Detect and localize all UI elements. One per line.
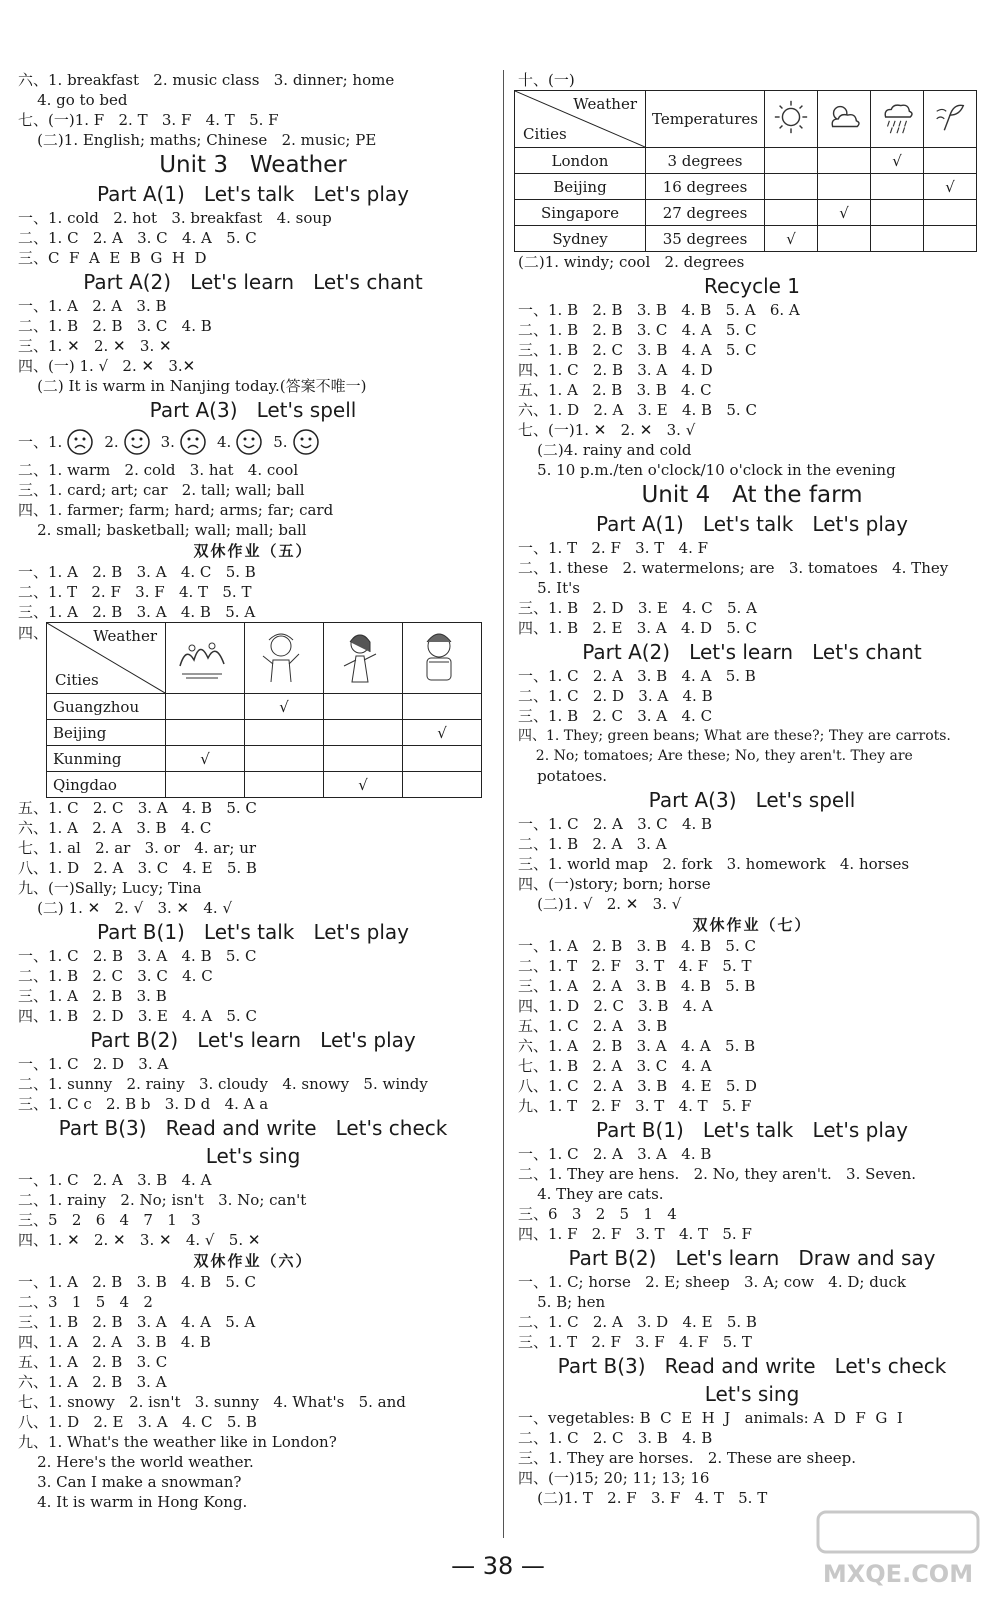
answer-line: 二、1. warm 2. cold 3. hat 4. cool bbox=[18, 461, 299, 479]
check-mark: √ bbox=[817, 200, 870, 226]
weather-table bbox=[46, 622, 482, 798]
answer-line: 八、1. D 2. E 3. A 4. C 5. B bbox=[18, 1413, 257, 1431]
section-label: 四、 bbox=[18, 624, 49, 642]
answer-line: 二、1. B 2. A 3. A bbox=[518, 835, 667, 853]
city-cell: Kunming bbox=[47, 746, 166, 772]
answer-line: 八、1. C 2. A 3. B 4. E 5. D bbox=[518, 1077, 757, 1095]
answer-line: 四、1. B 2. D 3. E 4. A 5. C bbox=[18, 1007, 257, 1025]
answer-line: 三、1. B 2. C 3. A 4. C bbox=[518, 707, 713, 725]
section-label: 一、 bbox=[18, 433, 49, 451]
left-column bbox=[18, 70, 488, 1512]
weather-header: Weather bbox=[573, 95, 637, 113]
part-heading: Part B(2) Let's learn Let's play bbox=[90, 1028, 416, 1052]
answer-line: 一、1. C 2. A 3. A 4. B bbox=[518, 1145, 712, 1163]
answer-line: 一、1. C 2. A 3. B 4. A 5. B bbox=[518, 667, 756, 685]
page-number: — 38 — bbox=[451, 1552, 545, 1580]
answer-line: 七、(一)1. F 2. T 3. F 4. T 5. F bbox=[18, 111, 279, 129]
check-mark: √ bbox=[764, 226, 817, 252]
answer-line: 四、1. F 2. F 3. T 4. T 5. F bbox=[518, 1225, 752, 1243]
happy-face-icon bbox=[235, 428, 263, 456]
answer-line: 六、1. A 2. B 3. A bbox=[18, 1373, 167, 1391]
face-label: 5. bbox=[273, 433, 288, 451]
face-label: 4. bbox=[216, 433, 232, 451]
check-mark: √ bbox=[245, 694, 324, 720]
answer-line: 一、1. A 2. B 3. B 4. B 5. C bbox=[518, 937, 756, 955]
answer-line: 三、1. C c 2. B b 3. D d 4. A a bbox=[18, 1095, 269, 1113]
answer-line: 一、1. T 2. F 3. T 4. F bbox=[518, 539, 709, 557]
answer-line: 2. No; tomatoes; Are these; No, they aren't. They are bbox=[518, 748, 913, 764]
answer-line: 二、1. T 2. F 3. F 4. T 5. T bbox=[18, 583, 252, 601]
weather-table-block bbox=[18, 622, 488, 798]
answer-line: 二、1. C 2. A 3. C 4. A 5. C bbox=[18, 229, 257, 247]
face-label: 1. bbox=[48, 433, 63, 451]
answer-line: 一、1. B 2. B 3. B 4. B 5. A 6. A bbox=[518, 301, 800, 319]
sad-face-icon bbox=[66, 428, 94, 456]
check-mark: √ bbox=[870, 148, 923, 174]
answer-line: (二) It is warm in Nanjing today.(答案不唯一) bbox=[18, 377, 367, 395]
answer-line: potatoes. bbox=[518, 767, 608, 785]
answer-line: 三、1. A 2. B 3. B bbox=[18, 987, 167, 1005]
cities-header: Cities bbox=[523, 125, 567, 143]
part-heading: Part B(3) Read and write Let's check bbox=[557, 1354, 947, 1378]
check-mark: √ bbox=[324, 772, 403, 798]
answer-line: 三、6 3 2 5 1 4 bbox=[518, 1205, 677, 1223]
part-heading: Part A(3) Let's spell bbox=[149, 398, 357, 422]
answer-line: 二、1. B 2. B 3. C 4. B bbox=[18, 317, 212, 335]
answer-line: (二) 1. ✕ 2. √ 3. ✕ 4. √ bbox=[18, 899, 233, 917]
answer-line: 三、1. B 2. D 3. E 4. C 5. A bbox=[518, 599, 757, 617]
answer-line: 六、1. A 2. B 3. A 4. A 5. B bbox=[518, 1037, 756, 1055]
homework-heading: 双休作业（六） bbox=[193, 1252, 313, 1270]
answer-line: 三、1. A 2. A 3. B 4. B 5. B bbox=[518, 977, 756, 995]
answer-line: 五、1. C 2. A 3. B bbox=[518, 1017, 668, 1035]
section-label: 十、(一) bbox=[518, 71, 575, 89]
answer-line: 二、1. sunny 2. rainy 3. cloudy 4. snowy 5. windy bbox=[18, 1075, 428, 1093]
temperature-cell: 27 degrees bbox=[646, 200, 765, 226]
answer-line: 一、1. C 2. D 3. A bbox=[18, 1055, 169, 1073]
answer-line: 三、1. They are horses. 2. These are sheep. bbox=[518, 1449, 857, 1467]
answer-line: 三、5 2 6 4 7 1 3 bbox=[18, 1211, 201, 1229]
answer-line: 七、1. B 2. A 3. C 4. A bbox=[518, 1057, 712, 1075]
city-cell: Beijing bbox=[515, 174, 646, 200]
answer-line: 3. Can I make a snowman? bbox=[18, 1473, 242, 1491]
answer-line: 二、1. B 2. B 3. C 4. A 5. C bbox=[518, 321, 757, 339]
column-divider bbox=[503, 70, 504, 1538]
face-label: 3. bbox=[160, 433, 175, 451]
answer-line: 二、1. C 2. C 3. B 4. B bbox=[518, 1429, 713, 1447]
unit-heading: Unit 3 Weather bbox=[159, 152, 347, 178]
city-cell: Guangzhou bbox=[47, 694, 166, 720]
answer-line: 二、1. B 2. C 3. C 4. C bbox=[18, 967, 213, 985]
answer-line: 四、1. B 2. E 3. A 4. D 5. C bbox=[518, 619, 757, 637]
part-heading: Let's sing bbox=[704, 1382, 800, 1406]
answer-line: 4. They are cats. bbox=[518, 1185, 664, 1203]
answer-line: 九、1. What's the weather like in London? bbox=[18, 1433, 337, 1451]
homework-heading: 双休作业（五） bbox=[193, 542, 313, 560]
answer-line: 三、1. world map 2. fork 3. homework 4. horses bbox=[518, 855, 910, 873]
cities-header: Cities bbox=[55, 671, 99, 689]
answer-line: 五、1. A 2. B 3. C bbox=[18, 1353, 168, 1371]
answer-line: 5. B; hen bbox=[518, 1293, 606, 1311]
answer-line: 四、(一) 1. √ 2. ✕ 3.✕ bbox=[18, 357, 196, 375]
part-heading: Part A(3) Let's spell bbox=[648, 788, 856, 812]
answer-line: 九、(一)Sally; Lucy; Tina bbox=[18, 879, 202, 897]
answer-line: 一、1. C 2. A 3. B 4. A bbox=[18, 1171, 212, 1189]
answer-line: 二、1. these 2. watermelons; are 3. tomatoes 4. They bbox=[518, 559, 949, 577]
cold-boy-picture bbox=[403, 623, 482, 694]
answer-line: 七、1. al 2. ar 3. or 4. ar; ur bbox=[18, 839, 257, 857]
table-corner bbox=[515, 91, 646, 148]
unit-heading: Unit 4 At the farm bbox=[641, 482, 863, 508]
answer-line: 4. go to bed bbox=[18, 91, 128, 109]
answer-line: 一、vegetables: B C E H J animals: A D F G I bbox=[518, 1409, 903, 1427]
part-heading: Part A(2) Let's learn Let's chant bbox=[83, 270, 423, 294]
answer-line: 5. 10 p.m./ten o'clock/10 o'clock in the evening bbox=[518, 461, 896, 479]
part-heading: Part B(1) Let's talk Let's play bbox=[96, 920, 410, 944]
watermark-text: MXQE.COM bbox=[822, 1560, 974, 1588]
right-column bbox=[518, 70, 986, 1508]
city-cell: Sydney bbox=[515, 226, 646, 252]
table-corner bbox=[47, 623, 166, 694]
answer-line: 一、1. A 2. A 3. B bbox=[18, 297, 167, 315]
answer-line: 二、3 1 5 4 2 bbox=[18, 1293, 153, 1311]
check-mark: √ bbox=[166, 746, 245, 772]
happy-face-icon bbox=[123, 428, 151, 456]
hot-person-picture bbox=[245, 623, 324, 694]
part-heading: Recycle 1 bbox=[703, 274, 801, 298]
city-cell: Qingdao bbox=[47, 772, 166, 798]
answer-line: 一、1. cold 2. hot 3. breakfast 4. soup bbox=[18, 209, 332, 227]
answer-line: 三、1. B 2. B 3. A 4. A 5. A bbox=[18, 1313, 256, 1331]
answer-line: (二)4. rainy and cold bbox=[518, 441, 692, 459]
answer-line: 七、1. snowy 2. isn't 3. sunny 4. What's 5. and bbox=[18, 1393, 406, 1411]
part-heading: Part B(2) Let's learn Draw and say bbox=[568, 1246, 936, 1270]
temperature-cell: 16 degrees bbox=[646, 174, 765, 200]
answer-line: 二、1. rainy 2. No; isn't 3. No; can't bbox=[18, 1191, 307, 1209]
answer-line: 2. Here's the world weather. bbox=[18, 1453, 254, 1471]
sad-face-icon bbox=[179, 428, 207, 456]
answer-line: 四、1. ✕ 2. ✕ 3. ✕ 4. √ 5. ✕ bbox=[18, 1231, 261, 1249]
answer-line: 一、1. A 2. B 3. A 4. C 5. B bbox=[18, 563, 256, 581]
answer-line: (二)1. English; maths; Chinese 2. music; PE bbox=[18, 131, 377, 149]
answer-line: 5. It's bbox=[518, 579, 580, 597]
answer-line: 五、1. A 2. B 3. B 4. C bbox=[518, 381, 712, 399]
temperature-cell: 35 degrees bbox=[646, 226, 765, 252]
rainy-icon bbox=[870, 91, 923, 148]
part-heading: Part B(1) Let's talk Let's play bbox=[595, 1118, 909, 1142]
answer-line: 九、1. T 2. F 3. T 4. T 5. F bbox=[518, 1097, 752, 1115]
answer-line: 一、1. A 2. B 3. B 4. B 5. C bbox=[18, 1273, 256, 1291]
answer-line: 四、1. farmer; farm; hard; arms; far; card bbox=[18, 501, 334, 519]
answer-line: 四、1. D 2. C 3. B 4. A bbox=[518, 997, 713, 1015]
answer-line: 四、1. A 2. A 3. B 4. B bbox=[18, 1333, 211, 1351]
temperature-table bbox=[514, 90, 977, 252]
answer-line: 三、1. card; art; car 2. tall; wall; ball bbox=[18, 481, 305, 499]
city-cell: London bbox=[515, 148, 646, 174]
city-cell: Beijing bbox=[47, 720, 166, 746]
answer-line: 四、1. They; green beans; What are these?; They are carrots. bbox=[518, 728, 951, 744]
city-cell: Singapore bbox=[515, 200, 646, 226]
answer-line: 四、(一)15; 20; 11; 13; 16 bbox=[518, 1469, 710, 1487]
part-heading: Part B(3) Read and write Let's check bbox=[58, 1116, 448, 1140]
answer-line: (二)1. √ 2. ✕ 3. √ bbox=[518, 895, 682, 913]
faces-row bbox=[18, 424, 488, 460]
answer-line: 三、1. B 2. C 3. B 4. A 5. C bbox=[518, 341, 757, 359]
windy-icon bbox=[923, 91, 976, 148]
answer-line: 七、(一)1. ✕ 2. ✕ 3. √ bbox=[518, 421, 696, 439]
answer-line: 2. small; basketball; wall; mall; ball bbox=[18, 521, 307, 539]
answer-line: 一、1. C 2. A 3. C 4. B bbox=[518, 815, 713, 833]
answer-line: 二、1. T 2. F 3. T 4. F 5. T bbox=[518, 957, 752, 975]
answer-line: 四、1. C 2. B 3. A 4. D bbox=[518, 361, 713, 379]
answer-line: 三、1. ✕ 2. ✕ 3. ✕ bbox=[18, 337, 172, 355]
answer-line: 二、1. They are hens. 2. No, they aren't. 3. Seven. bbox=[518, 1165, 917, 1183]
answer-line: (二)1. T 2. F 3. F 4. T 5. T bbox=[518, 1489, 768, 1507]
answer-line: 六、1. breakfast 2. music class 3. dinner; home bbox=[18, 71, 395, 89]
answer-line: 五、1. C 2. C 3. A 4. B 5. C bbox=[18, 799, 257, 817]
weather-header: Weather bbox=[93, 627, 157, 645]
answer-line: 四、(一)story; born; horse bbox=[518, 875, 711, 893]
answer-line: 二、1. C 2. A 3. D 4. E 5. B bbox=[518, 1313, 757, 1331]
windy-picture bbox=[166, 623, 245, 694]
answer-line: 六、1. A 2. A 3. B 4. C bbox=[18, 819, 212, 837]
face-label: 2. bbox=[104, 433, 119, 451]
answer-line: (二)1. windy; cool 2. degrees bbox=[518, 253, 745, 271]
answer-line: 六、1. D 2. A 3. E 4. B 5. C bbox=[518, 401, 757, 419]
check-mark: √ bbox=[923, 174, 976, 200]
answer-line: 二、1. C 2. D 3. A 4. B bbox=[518, 687, 713, 705]
girl-picture bbox=[324, 623, 403, 694]
part-heading: Part A(1) Let's talk Let's play bbox=[96, 182, 409, 206]
temperature-cell: 3 degrees bbox=[646, 148, 765, 174]
sunny-icon bbox=[764, 91, 817, 148]
part-heading: Let's sing bbox=[205, 1144, 301, 1168]
part-heading: Part A(1) Let's talk Let's play bbox=[595, 512, 908, 536]
answer-line: 八、1. D 2. A 3. C 4. E 5. B bbox=[18, 859, 257, 877]
answer-line: 4. It is warm in Hong Kong. bbox=[18, 1493, 248, 1511]
temperatures-header: Temperatures bbox=[646, 91, 765, 148]
check-mark: √ bbox=[403, 720, 482, 746]
homework-heading: 双休作业（七） bbox=[692, 916, 812, 934]
part-heading: Part A(2) Let's learn Let's chant bbox=[582, 640, 922, 664]
happy-face-icon bbox=[292, 428, 320, 456]
answer-line: 三、C F A E B G H D bbox=[18, 249, 207, 267]
answer-line: 一、1. C; horse 2. E; sheep 3. A; cow 4. D; duck bbox=[518, 1273, 906, 1291]
answer-line: 三、1. T 2. F 3. F 4. F 5. T bbox=[518, 1333, 752, 1351]
cloudy-icon bbox=[817, 91, 870, 148]
answer-line: 三、1. A 2. B 3. A 4. B 5. A bbox=[18, 603, 256, 621]
answer-line: 一、1. C 2. B 3. A 4. B 5. C bbox=[18, 947, 257, 965]
